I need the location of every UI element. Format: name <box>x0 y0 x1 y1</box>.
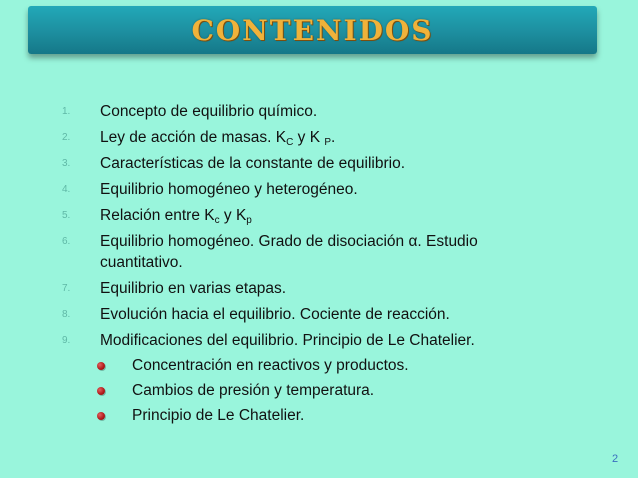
item-text-part: y K <box>219 207 247 224</box>
subscript: p <box>246 215 252 226</box>
item-text: Características de la constante de equilibrio. <box>100 155 405 172</box>
slide-title: CONTENIDOS <box>191 13 434 47</box>
item-text-part: Ley de acción de masas. K <box>100 129 287 146</box>
item-text: Equilibrio en varias etapas. <box>100 280 287 297</box>
sub-item-text: Principio de Le Chatelier. <box>132 407 305 424</box>
item-text <box>100 205 252 231</box>
item-text-part: y K <box>293 129 325 146</box>
item-number: 4. <box>62 184 71 195</box>
item-text: Concepto de equilibrio químico. <box>100 103 318 120</box>
sub-item-text: Concentración en reactivos y productos. <box>132 357 409 374</box>
item-number: 6. <box>62 236 71 247</box>
item-text: Equilibrio homogéneo. Grado de disociación α. Estudio <box>100 233 478 250</box>
item-text-part: Relación entre K <box>100 207 215 224</box>
item-text <box>100 127 335 153</box>
item-number: 7. <box>62 283 71 294</box>
item-number: 5. <box>62 210 71 221</box>
subscript: c <box>214 215 220 226</box>
item-text: Modificaciones del equilibrio. Principio de Le Chatelier. <box>100 332 475 349</box>
sub-item-text: Cambios de presión y temperatura. <box>132 382 375 399</box>
item-text: Equilibrio homogéneo y heterogéneo. <box>100 181 358 198</box>
subscript: P <box>324 137 332 148</box>
item-number: 2. <box>62 132 71 143</box>
item-text-part: . <box>331 129 336 146</box>
red-bullet-icon <box>97 412 105 420</box>
item-text-continuation: cuantitativo. <box>100 254 183 271</box>
item-text: Evolución hacia el equilibrio. Cociente de reacción. <box>100 306 450 323</box>
item-number: 8. <box>62 309 71 320</box>
item-number: 3. <box>62 158 71 169</box>
red-bullet-icon <box>97 362 105 370</box>
item-number: 9. <box>62 335 71 346</box>
item-number: 1. <box>62 106 71 117</box>
subscript: C <box>286 137 294 148</box>
page-number: 2 <box>612 453 619 465</box>
red-bullet-icon <box>97 387 105 395</box>
